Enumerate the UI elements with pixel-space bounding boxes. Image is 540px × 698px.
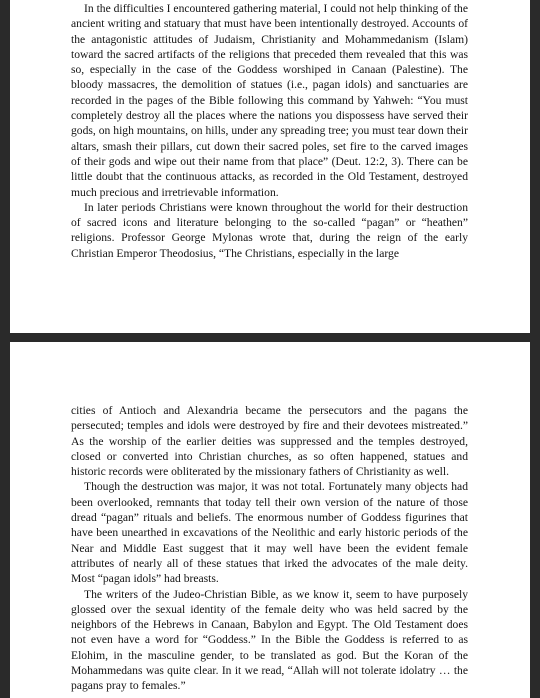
book-page-bottom bbox=[10, 342, 530, 698]
page-text bbox=[71, 403, 468, 694]
paragraph: Though the destruction was major, it was not total. Fortunately many objects had been overlooked, remnants that today tell their own version of the nature of those dread “pagan” rituals and beliefs. The enormous number of Goddess figurines that have been unearthed in excavations of the Neolithic and early historic periods of the Near and Middle East suggest that it may well have been the evident female attributes of nearly all of these statues that irked the advocates of the male deity. Most “pagan idols” had breasts. bbox=[71, 480, 468, 586]
book-page-top bbox=[10, 0, 530, 333]
paragraph: The writers of the Judeo-Christian Bible, as we know it, seem to have purposely glossed over the sexual identity of the female deity who was held sacred by the neighbors of the Hebrews in Canaan, Babylon and Egypt. The Old Testament does not even have a word for “Goddess.” In the Bible the Goddess is referred to as Elohim, in the masculine gender, to be translated as god. But the Koran of the Mohammedans was quite clear. In it we read, “Allah will not tolerate idolatry … the pagans pray to females.” bbox=[71, 587, 468, 693]
paragraph: In later periods Christians were known throughout the world for their destruction of sacred icons and literature belonging to the so-called “pagan” or “heathen” religions. Professor George Mylonas wrote that, during the reign of the early Christian Emperor Theodosius, “The Christians, especially in the large bbox=[71, 200, 468, 260]
paragraph: In the difficulties I encountered gathering material, I could not help thinking of the ancient writing and statuary that must have been intentionally destroyed. Accounts of the antagonistic attitudes of Judaism, Christianity and Mohammedanism (Islam) toward the sacred artifacts of the religions that preceded them revealed that this was so, especially in the case of the Goddess worshiped in Canaan (Palestine). The bloody massacres, the demolition of statues (i.e., pagan idols) and sanctuaries are recorded in the pages of the Bible following this command by Yahweh: “You must completely destroy all the places where the nations you dispossess have served their gods, on high mountains, on hills, under any spreading tree; you must tear down their altars, smash their pillars, cut down their sacred poles, set fire to the carved images of their gods and wipe out their name from that place” (Deut. 12:2, 3). There can be little doubt that the continuous attacks, as recorded in the Old Testament, destroyed much precious and irretrievable information. bbox=[71, 2, 468, 199]
page-text bbox=[71, 1, 468, 261]
paragraph-continued: cities of Antioch and Alexandria became the persecutors and the pagans the persecuted; temples and idols were destroyed by fire and their devotees mistreated.” As the worship of the earlier deities was suppressed and the temples destroyed, closed or converted into Christian churches, as so often happened, statues and historic records were obliterated by the missionary fathers of Christianity as well. bbox=[71, 404, 468, 479]
